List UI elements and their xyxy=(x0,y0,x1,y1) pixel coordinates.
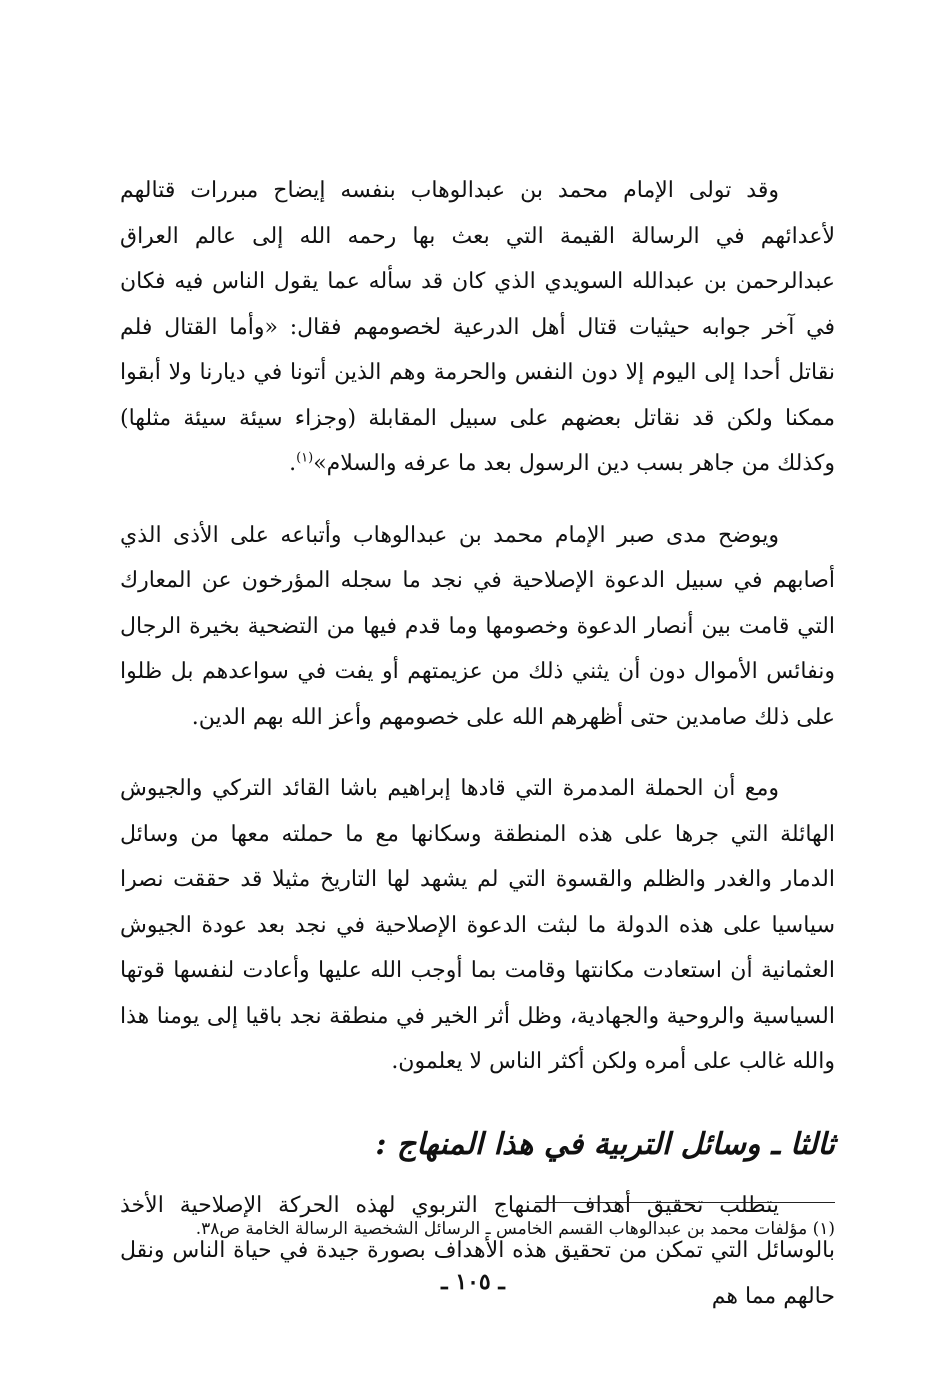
paragraph-4-text: يتطلب تحقيق أهداف المنهاج التربوي لهذه الحركة الإصلاحية الأخذ بالوسائل التي تمكن من تحقيق هذه الأهداف بصورة جيدة في حياة الناس ونقل حالهم مما هم xyxy=(120,1192,835,1309)
footnote: (١) مؤلفات محمد بن عبدالوهاب القسم الخامس ـ الرسائل الشخصية الرسالة الخامة ص٣٨. xyxy=(195,1219,835,1239)
paragraph-1 xyxy=(120,168,835,487)
paragraph-1-text: وقد تولى الإمام محمد بن عبدالوهاب بنفسه إيضاح مبررات قتالهم لأعدائهم في الرسالة القيمة التي بعث بها رحمه الله إلى عالم العراق عبدالرحمن بن عبدالله السويدي الذي كان قد سأله عما يقول الناس فيه فكان في آخر جوابه حيثيات قتال أهل الدرعية لخصومهم فقال: «وأما القتال فلم نقاتل أحدا إلى اليوم إلا دون النفس والحرمة وهم الذين أتونا في ديارنا ولا أبقوا ممكنا ولكن قد نقاتل بعضهم على سبيل المقابلة (وجزاء سيئة سيئة مثلها) وكذلك من جاهر بسب دين الرسول بعد ما عرفه والسلام» xyxy=(120,178,835,476)
footnote-reference: (١) xyxy=(296,450,314,466)
paragraph-3 xyxy=(120,766,835,1085)
section-heading: ثالثا ـ وسائل التربية في هذا المنهاج : xyxy=(375,1126,835,1162)
paragraph-2-text: ويوضح مدى صبر الإمام محمد بن عبدالوهاب وأتباعه على الأذى الذي أصابهم في سبيل الدعوة الإصلاحية في نجد ما سجله المؤرخون عن المعارك التي قامت بين أنصار الدعوة وخصومها وما قدم فيها من التضحية بخيرة الرجال ونفائس الأموال دون أن يثني ذلك من عزيمتهم أو يفت في سواعدهم بل ظلوا على ذلك صامدين حتى أظهرهم الله على خصومهم وأعز الله بهم الدين. xyxy=(120,522,835,730)
page-number: ـ ١٠٥ ـ xyxy=(441,1269,505,1295)
footnote-divider xyxy=(535,1202,835,1203)
paragraph-1-end: . xyxy=(289,451,297,476)
paragraph-2 xyxy=(120,513,835,741)
paragraph-3-text: ومع أن الحملة المدمرة التي قادها إبراهيم باشا القائد التركي والجيوش الهائلة التي جرها على هذه المنطقة وسكانها مع ما حملته معها من وسائل الدمار والغدر والظلم والقسوة التي لم يشهد لها التاريخ مثيلا قد حققت نصرا سياسيا على هذه الدولة ما لبثت الدعوة الإصلاحية في نجد بعد عودة الجيوش العثمانية أن استعادت مكانتها وقامت بما أوجب الله عليها وأعادت لنفسها قوتها السياسية والروحية والجهادية، وظل أثر الخير في منطقة نجد باقيا إلى يومنا هذا والله غالب على أمره ولكن أكثر الناس لا يعلمون. xyxy=(120,776,835,1074)
page-body xyxy=(120,168,835,1319)
